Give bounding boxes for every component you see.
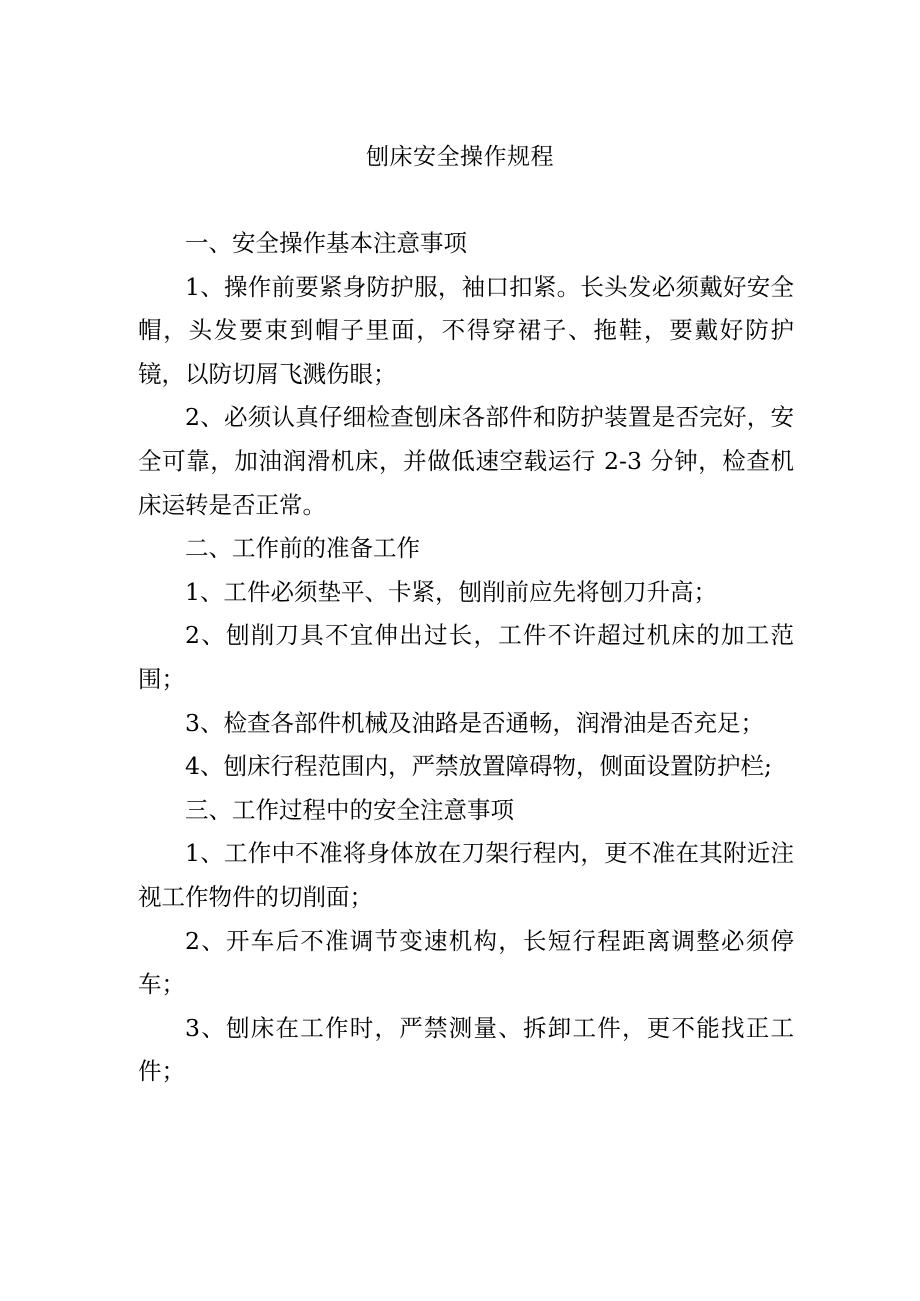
paragraph: 1、工作中不准将身体放在刀架行程内，更不准在其附近注视工作物件的切削面；	[138, 839, 794, 911]
document-title: 刨床安全操作规程	[366, 144, 554, 170]
paragraph: 2、必须认真仔细检查刨床各部件和防护装置是否完好，安全可靠，加油润滑机床，并做低速空载运行 2-3 分钟，检查机床运转是否正常。	[138, 403, 794, 519]
document-body	[138, 222, 794, 1094]
section-heading: 三、工作过程中的安全注意事项	[185, 795, 514, 824]
paragraph: 3、刨床在工作时，严禁测量、拆卸工件，更不能找正工件；	[138, 1013, 794, 1086]
paragraph: 2、开车后不准调节变速机构，长短行程距离调整必须停车；	[138, 926, 794, 999]
section-heading: 一、安全操作基本注意事项	[185, 229, 467, 257]
section-heading: 二、工作前的准备工作	[185, 534, 420, 563]
paragraph: 3、检查各部件机械及油路是否通畅，润滑油是否充足；	[185, 708, 764, 737]
paragraph: 2、刨削刀具不宜伸出过长，工件不许超过机床的加工范围；	[138, 621, 794, 693]
paragraph: 1、工件必须垫平、卡紧，刨削前应先将刨刀升高；	[185, 577, 717, 606]
paragraph: 4、刨床行程范围内，严禁放置障碍物，侧面设置防护栏;	[185, 752, 772, 781]
paragraph: 1、操作前要紧身防护服，袖口扣紧。长头发必须戴好安全帽，头发要束到帽子里面，不得穿裙子、拖鞋，要戴好防护镜，以防切屑飞溅伤眼；	[138, 272, 794, 388]
